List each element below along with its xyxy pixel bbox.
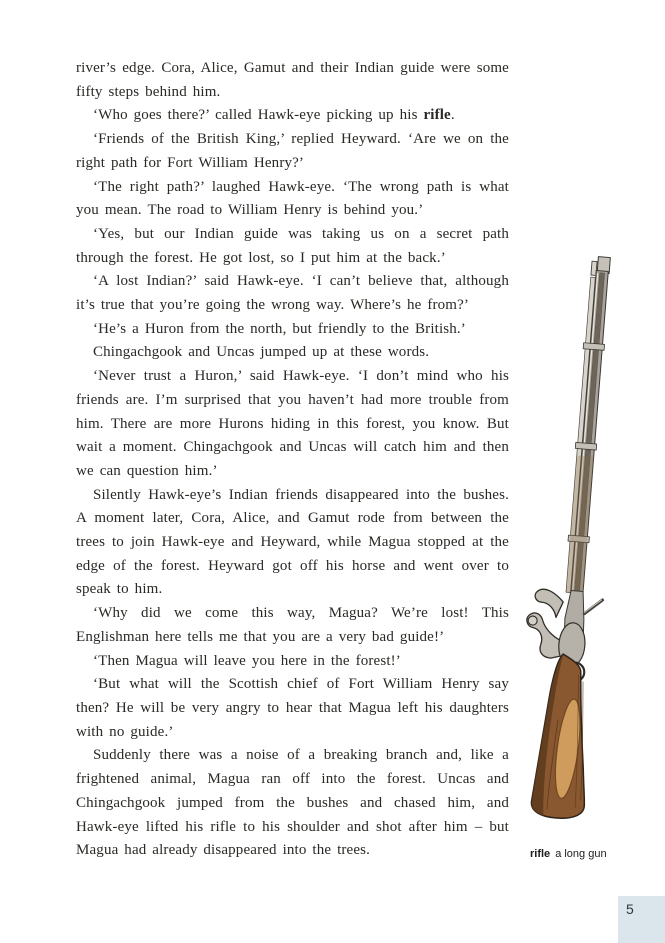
- paragraph: ‘Why did we come this way, Magua? We’re lost! This Englishman here tells me that you are a very bad guide!’: [76, 605, 509, 645]
- paragraph: ‘Friends of the British King,’ replied Heyward. ‘Are we on the right path for Fort William Henry?’: [76, 131, 509, 171]
- paragraph: river’s edge. Cora, Alice, Gamut and their Indian guide were some fifty steps behind him.: [76, 60, 509, 100]
- page-number: 5: [626, 901, 634, 917]
- paragraph: ‘Yes, but our Indian guide was taking us on a secret path through the forest. He got lost, so I put him at the back.’: [76, 225, 509, 266]
- paragraph: ‘The right path?’ laughed Hawk-eye. ‘The wrong path is what you mean. The road to William Henry is behind you.’: [76, 178, 509, 219]
- flintlock-rifle-drawing: [510, 252, 662, 824]
- glossary-caption: [530, 848, 607, 860]
- paragraph: ‘But what will the Scottish chief of Fort William Henry say then? He will be very angry to hear that Magua left his daughters with no guide.’: [76, 676, 509, 740]
- paragraph: ‘A lost Indian?’ said Hawk-eye. ‘I can’t believe that, although it’s true that you’re going the wrong way. Where’s he from?’: [76, 273, 509, 314]
- glossary-term: rifle: [530, 848, 551, 860]
- glossary-definition: a long gun: [555, 848, 607, 860]
- paragraph: ‘He’s a Huron from the north, but friendly to the British.’: [93, 320, 466, 337]
- page-number-tab: [618, 896, 665, 943]
- paragraph: Silently Hawk-eye’s Indian friends disappeared into the bushes. A moment later, Cora, Alice, and Gamut rode from between the trees to join Hawk-eye and Heyward, while Magua stopped at the edge of the forest. Heyward got off his horse and went over to speak to him.: [76, 486, 509, 598]
- flintlock-rifle-illustration: [510, 252, 662, 824]
- paragraph: ‘Who goes there?’ called Hawk-eye picking up his rifle.: [93, 107, 455, 124]
- paragraph: Suddenly there was a noise of a breaking branch and, like a frightened animal, Magua ran off into the forest. Uncas and Chingachgook jumped from the bushes and chased him, and Hawk-eye lifted his rifle to his shoulder and shot after him – but Magua had already disappeared into the trees.: [76, 747, 509, 859]
- paragraph: ‘Then Magua will leave you here in the forest!’: [93, 652, 401, 669]
- story-text: [76, 57, 509, 863]
- paragraph: ‘Never trust a Huron,’ said Hawk-eye. ‘I don’t mind who his friends are. I’m surprised that you haven’t had more trouble from him. There are more Hurons hiding in this forest, you know. But wait a moment. Chingachgook and Uncas will catch him and then we can question him.’: [76, 368, 509, 479]
- paragraph: Chingachgook and Uncas jumped up at these words.: [93, 344, 430, 361]
